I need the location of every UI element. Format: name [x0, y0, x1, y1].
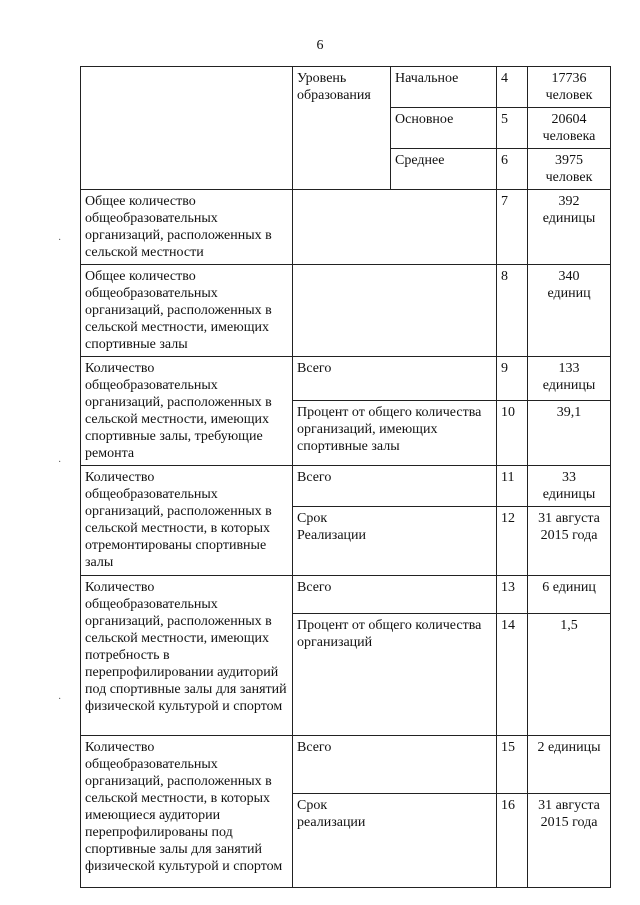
scan-dot: ·	[58, 694, 62, 705]
indicator-subname: Процент от общего количества организаций, имеющих спортивные залы	[293, 401, 497, 466]
table-row	[81, 190, 611, 265]
education-level-label: Уровень образования	[293, 67, 391, 190]
indicator-subname: Всего	[293, 736, 497, 794]
row-value: 3975 человек	[528, 149, 611, 190]
row-number: 4	[497, 67, 528, 108]
row-value: 392 единицы	[528, 190, 611, 265]
row-value: 39,1	[528, 401, 611, 466]
row-value: 31 августа 2015 года	[528, 507, 611, 576]
indicator-label: Количество общеобразовательных организаций, расположенных в сельской местности, имеющих потребность в перепрофилировании аудиторий под спортивные залы для занятий физической культурой и спортом	[81, 576, 293, 736]
page-number: 6	[316, 38, 324, 53]
indicator-subname: Процент от общего количества организаций	[293, 614, 497, 736]
row-value: 6 единиц	[528, 576, 611, 614]
row-number: 9	[497, 357, 528, 401]
row-value: 20604 человека	[528, 108, 611, 149]
row-value: 133 единицы	[528, 357, 611, 401]
indicator-label: Количество общеобразовательных организаций, расположенных в сельской местности, в которых отремонтированы спортивные залы	[81, 466, 293, 576]
row-value: 1,5	[528, 614, 611, 736]
row-number: 8	[497, 265, 528, 357]
indicator-subname	[293, 190, 497, 265]
row-value: 31 августа 2015 года	[528, 794, 611, 888]
indicator-label: Общее количество общеобразовательных организаций, расположенных в сельской местности, имеющих спортивные залы	[81, 265, 293, 357]
scan-dot: ·	[58, 235, 62, 246]
education-level-name: Среднее	[391, 149, 497, 190]
table-row	[81, 466, 611, 507]
row-number: 12	[497, 507, 528, 576]
table-row	[81, 576, 611, 614]
row-number: 16	[497, 794, 528, 888]
table-row	[81, 357, 611, 401]
row-number: 13	[497, 576, 528, 614]
row-number: 10	[497, 401, 528, 466]
indicator-subname	[293, 265, 497, 357]
indicator-subname: Всего	[293, 466, 497, 507]
row-value: 17736 человек	[528, 67, 611, 108]
indicator-subname: Всего	[293, 357, 497, 401]
row-number: 5	[497, 108, 528, 149]
indicator-subname: Срок реализации	[293, 794, 497, 888]
indicator-label: Количество общеобразовательных организаций, расположенных в сельской местности, в которых имеющиеся аудитории перепрофилированы под спортивные залы для занятий физической культурой и спортом	[81, 736, 293, 888]
table-row	[81, 736, 611, 794]
row-value: 340 единиц	[528, 265, 611, 357]
row-value: 33 единицы	[528, 466, 611, 507]
empty-cell	[81, 67, 293, 190]
indicator-table	[80, 66, 611, 888]
indicator-subname: Срок Реализации	[293, 507, 497, 576]
education-level-name: Начальное	[391, 67, 497, 108]
row-number: 7	[497, 190, 528, 265]
table-row-education-primary	[81, 67, 611, 108]
education-level-name: Основное	[391, 108, 497, 149]
row-value: 2 единицы	[528, 736, 611, 794]
indicator-label: Общее количество общеобразовательных организаций, расположенных в сельской местности	[81, 190, 293, 265]
indicator-label: Количество общеобразовательных организаций, расположенных в сельской местности, имеющих спортивные залы, требующие ремонта	[81, 357, 293, 466]
row-number: 6	[497, 149, 528, 190]
row-number: 14	[497, 614, 528, 736]
scan-dot: ·	[58, 457, 62, 468]
table-row	[81, 265, 611, 357]
row-number: 15	[497, 736, 528, 794]
row-number: 11	[497, 466, 528, 507]
indicator-subname: Всего	[293, 576, 497, 614]
